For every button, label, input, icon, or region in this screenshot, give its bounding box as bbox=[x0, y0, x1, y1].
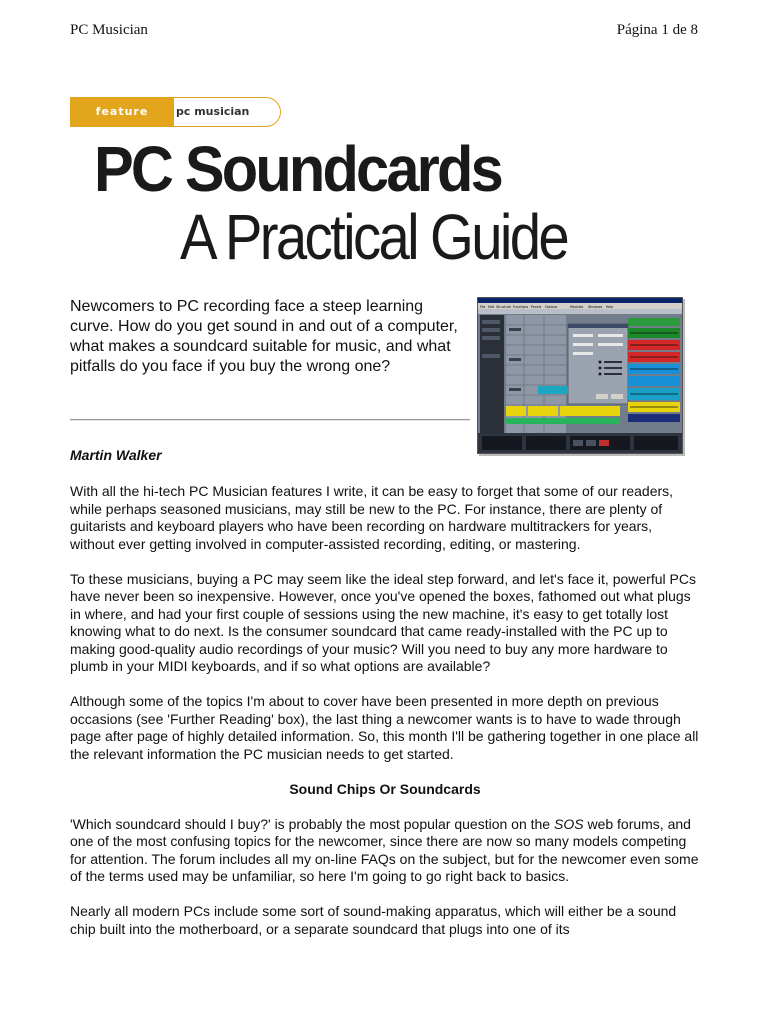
screenshot-menu-help: Help bbox=[606, 305, 614, 309]
article-title: PC Soundcards bbox=[94, 133, 501, 205]
body-paragraph: 'Which soundcard should I buy?' is probably the most popular question on the SOS web forums, and one of the most confusing topics for the newcomer, since there are now so many models competing for attention. The forum includes all my on-line FAQs on the subject, but for the newcomer even some of the terms used may be unfamiliar, so here I'm going to go right back to basics. bbox=[70, 815, 699, 884]
section-label: pc musician bbox=[176, 105, 250, 118]
running-header-left: PC Musician bbox=[70, 22, 148, 38]
running-header-page-number: Página 1 de 8 bbox=[616, 22, 698, 38]
article-body bbox=[70, 483, 700, 956]
screenshot-menu-options: Options bbox=[545, 305, 558, 309]
standfirst: Newcomers to PC recording face a steep learning curve. How do you get sound in and out of a computer, what makes a soundcard suitable for music, and what pitfalls do you face if you buy the wrong one? bbox=[70, 298, 458, 375]
screenshot-menu-windows: Windows bbox=[588, 305, 603, 309]
feature-tag: feature bbox=[70, 97, 174, 127]
body-paragraph: Nearly all modern PCs include some sort of sound-making apparatus, which will either be a sound chip built into the motherboard, or a separate soundcard that plugs into one of its bbox=[70, 903, 677, 937]
screenshot-menu-panels: Panels bbox=[531, 305, 542, 309]
screenshot-menu-structure: Structure bbox=[496, 305, 511, 309]
screenshot-menu-edit: Edit bbox=[488, 305, 495, 309]
screenshot-menu-modules: Modules bbox=[570, 305, 584, 309]
article-subtitle: A Practical Guide bbox=[180, 201, 568, 273]
sequencer-screenshot bbox=[477, 297, 683, 454]
body-paragraph: With all the hi-tech PC Musician features I write, it can be easy to forget that some of our readers, while perhaps seasoned musicians, may still be new to the PC. For instance, there are plenty of guitarists and keyboard players who have been recording on hardware multitrackers for years, without ever getting involved in computer-assisted recording, editing, or mastering. bbox=[70, 483, 674, 552]
section-heading: Sound Chips Or Soundcards bbox=[289, 780, 481, 797]
divider-rule bbox=[70, 419, 470, 421]
screenshot-menu-file: File bbox=[480, 305, 486, 309]
screenshot-menu-functions: Functions bbox=[513, 305, 529, 309]
author-byline: Martin Walker bbox=[70, 447, 162, 463]
body-paragraph: Although some of the topics I'm about to cover have been presented in more depth on previous occasions (see 'Further Reading' box), the last thing a newcomer wants is to have to wade through page after page of highly detailed information. So, this month I'll be gathering together in one place all the relevant information the PC musician needs to get started. bbox=[70, 693, 699, 762]
magazine-name: SOS bbox=[553, 815, 584, 832]
feature-banner bbox=[70, 97, 281, 127]
body-paragraph: To these musicians, buying a PC may seem like the ideal step forward, and let's face it, powerful PCs have never been so inexpensive. However, once you've opened the boxes, fathomed out what plugs in where, and had your first couple of sessions using the new machine, it's easy to get totally lost knowing what to do next. Is the consumer soundcard that came ready-installed with the PC up to making good-quality audio recordings of your music? Will you need to buy any more hardware to plumb in your MIDI keyboards, and if so what options are available? bbox=[70, 570, 696, 674]
